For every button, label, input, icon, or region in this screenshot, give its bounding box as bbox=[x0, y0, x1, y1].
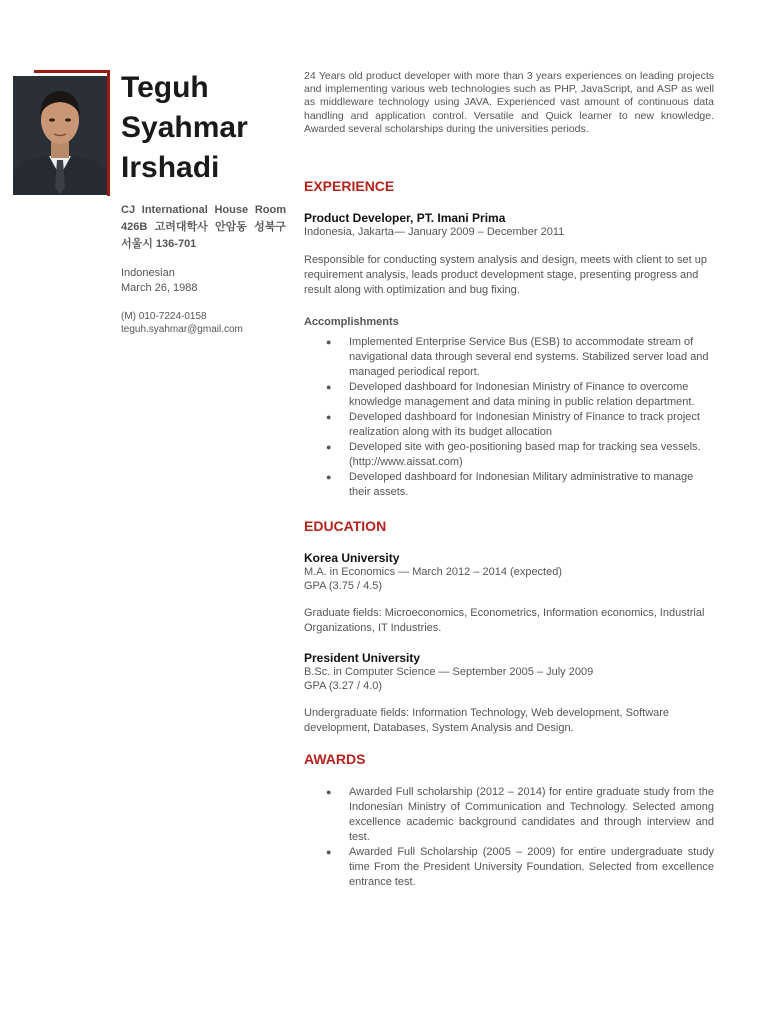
list-item-text: Developed dashboard for Indonesian Military administrative to manage their assets. bbox=[349, 471, 694, 498]
school-name: Korea University bbox=[304, 551, 400, 565]
accomplishments-list bbox=[304, 335, 714, 500]
bullet-icon: ● bbox=[326, 337, 332, 347]
frame-line-right bbox=[107, 70, 110, 196]
job-meta: Indonesia, Jakarta— January 2009 – December 2011 bbox=[304, 226, 565, 238]
list-item-text: Developed dashboard for Indonesian Ministry of Finance to track project realization along with its budget allocation bbox=[349, 411, 700, 438]
birthdate: March 26, 1988 bbox=[121, 282, 198, 294]
name-line-middle: Syahmar bbox=[121, 111, 248, 144]
list-item bbox=[304, 470, 714, 500]
list-item-text: Awarded Full scholarship (2012 – 2014) for entire graduate study from the Indonesian Ministry of Communication and Technology. Selected among excellence academic background candidates and through interview and test. bbox=[349, 786, 714, 843]
gpa-line: GPA (3.75 / 4.5) bbox=[304, 580, 383, 592]
name-line-first: Teguh bbox=[121, 71, 209, 104]
frame-line-top bbox=[34, 70, 110, 73]
list-item bbox=[304, 785, 714, 845]
bullet-icon: ● bbox=[326, 847, 332, 857]
list-item-text: Developed dashboard for Indonesian Ministry of Finance to overcome knowledge management and data mining in public relation department. bbox=[349, 381, 695, 408]
study-fields: Undergraduate fields: Information Technology, Web development, Software development, Databases, System Analysis and Design. bbox=[304, 707, 670, 734]
list-item bbox=[304, 845, 714, 890]
degree-info bbox=[304, 565, 562, 593]
degree-line: B.Sc. in Computer Science — September 2005 – July 2009 bbox=[304, 666, 594, 678]
address-line: 426B 고려대학사 안암동 성북구 bbox=[121, 221, 286, 233]
education-heading: EDUCATION bbox=[304, 518, 387, 534]
name-line-last: Irshadi bbox=[121, 151, 220, 184]
contact-info bbox=[121, 310, 243, 336]
list-item bbox=[304, 335, 714, 380]
address-line: 서울시 136-701 bbox=[121, 238, 197, 250]
profile-photo bbox=[13, 76, 107, 195]
study-fields: Graduate fields: Microeconomics, Econometrics, Information economics, Industrial Organizations, IT Industries. bbox=[304, 607, 705, 634]
summary-paragraph: 24 Years old product developer with more than 3 years experiences on leading projects and implementing various web technologies such as PHP, JavaScript, and ASP as well as middleware technology using JAVA. Experienced vast amount of continuous data handling and application control. Versatile and Quick learner to new knowledge. Awarded several scholarships during the universities periods. bbox=[304, 70, 714, 135]
address-block bbox=[121, 202, 286, 253]
list-item-text: Awarded Full Scholarship (2005 – 2009) for entire undergraduate study time From the President University Foundation. Selected from excellence entrance test. bbox=[349, 846, 714, 888]
bullet-icon: ● bbox=[326, 442, 332, 452]
awards-heading: AWARDS bbox=[304, 751, 366, 767]
candidate-name bbox=[121, 68, 291, 188]
bullet-icon: ● bbox=[326, 412, 332, 422]
personal-info bbox=[121, 266, 197, 296]
bullet-icon: ● bbox=[326, 787, 332, 797]
bullet-icon: ● bbox=[326, 472, 332, 482]
phone-number: (M) 010-7224-0158 bbox=[121, 311, 207, 322]
address-line: CJ International House Room bbox=[121, 204, 286, 216]
accomplishments-label: Accomplishments bbox=[304, 316, 399, 328]
list-item bbox=[304, 410, 714, 440]
gpa-line: GPA (3.27 / 4.0) bbox=[304, 680, 383, 692]
email-address: teguh.syahmar@gmail.com bbox=[121, 324, 243, 335]
awards-list bbox=[304, 785, 714, 890]
list-item-text: Implemented Enterprise Service Bus (ESB) to accommodate stream of navigational data through several end systems. Stabilized server load and managed periodical report. bbox=[349, 336, 709, 378]
experience-heading: EXPERIENCE bbox=[304, 178, 395, 194]
main-column bbox=[304, 70, 714, 888]
bullet-icon: ● bbox=[326, 382, 332, 392]
degree-info bbox=[304, 665, 593, 693]
job-description: Responsible for conducting system analysis and design, meets with client to set up requirement analysis, leads product development stage, presenting progress and result along with optimization and bug fixing. bbox=[304, 254, 707, 296]
degree-line: M.A. in Economics — March 2012 – 2014 (expected) bbox=[304, 566, 563, 578]
list-item bbox=[304, 380, 714, 410]
list-item bbox=[304, 440, 714, 470]
nationality: Indonesian bbox=[121, 267, 175, 279]
list-item-text: Developed site with geo-positioning based map for tracking sea vessels. (http://www.aissat.com) bbox=[349, 441, 701, 468]
job-title: Product Developer, PT. Imani Prima bbox=[304, 211, 506, 225]
school-name: President University bbox=[304, 651, 421, 665]
